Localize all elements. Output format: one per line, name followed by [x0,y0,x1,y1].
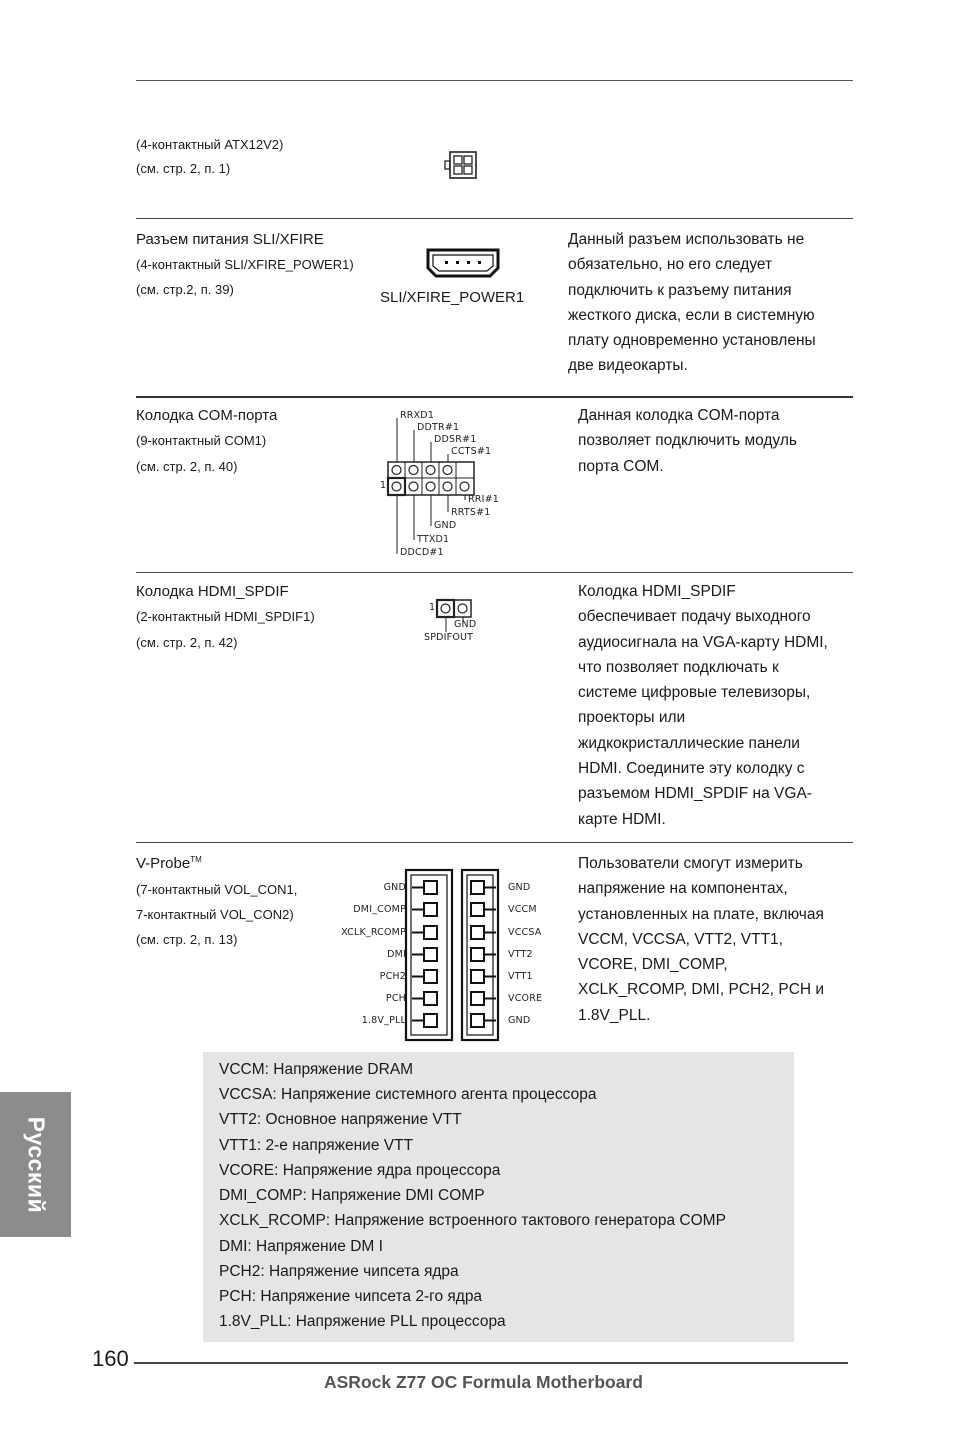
vprobe-right-label: VTT2 [508,949,533,960]
com-description [578,403,797,479]
com-signal-label: RRI#1 [468,494,500,505]
vprobe-desc-line: Пользователи смогут измерить [578,855,803,872]
com-signal-label: DDSR#1 [434,434,477,445]
legend-item: VCCSA: Напряжение системного агента процессора [219,1086,597,1103]
voltage-legend-box [203,1052,794,1342]
vprobe-left-label: DMI_COMP [353,904,406,915]
vprobe-pins-1: (7-контактный VOL_CON1, [136,882,298,897]
hdmi-desc-line: карте HDMI. [578,810,666,828]
vprobe-left-label: DMI [387,949,406,960]
top-rule [136,80,853,81]
com-pinout-diagram [378,408,508,560]
vprobe-desc-line: VCORE, DMI_COMP, [578,956,728,974]
legend-item: VCORE: Напряжение ядра процессора [219,1162,501,1179]
atx-connector-icon [442,150,480,180]
vprobe-description [578,851,824,1028]
hdmi-desc-line: Колодка HDMI_SPDIF [578,583,736,600]
sli-desc-line: обязательно, но его следует [568,256,773,274]
language-side-tab-label: Русский [23,1116,49,1213]
vprobe-left-label: PCH2 [379,971,406,982]
atx-pins: (4-контактный ATX12V2) [136,137,284,152]
legend-item: VTT2: Основное напряжение VTT [219,1111,462,1128]
legend-item: XCLK_RCOMP: Напряжение встроенного тактового генератора COMP [219,1212,726,1229]
sli-pins: (4-контактный SLI/XFIRE_POWER1) [136,257,354,272]
com-desc-line: позволяет подключить модуль [578,432,797,450]
legend-item: DMI_COMP: Напряжение DMI COMP [219,1187,485,1204]
sli-desc-line: две видеокарты. [568,357,688,375]
atx-ref: (см. стр. 2, п. 1) [136,161,231,176]
hdmi-desc-line: HDMI. Соедините эту колодку с [578,760,805,778]
legend-item: PCH2: Напряжение чипсета ядра [219,1263,459,1280]
com-signal-label: RRTS#1 [451,507,491,518]
hdmi-ref: (см. стр. 2, п. 42) [136,635,238,650]
hdmi-desc-line: обеспечивает подачу выходного [578,608,811,626]
com-signal-label: DDCD#1 [400,547,444,558]
vprobe-desc-line: XCLK_RCOMP, DMI, PCH2, PCH и [578,981,825,999]
vprobe-pinout-diagram [320,868,560,1042]
hdmi-desc-line: системе цифровые телевизоры, [578,684,811,702]
vprobe-title [136,851,202,876]
vprobe-desc-line: 1.8V_PLL. [578,1006,651,1024]
com-signal-label: RRXD1 [400,410,435,421]
hdmi-pinout-diagram [424,598,498,646]
hdmi-desc-line: проекторы или [578,709,686,727]
hdmi-title: Колодка HDMI_SPDIF [136,583,289,600]
sli-desc-line: подключить к разъему питания [568,281,792,299]
vprobe-left-label: 1.8V_PLL [361,1015,406,1026]
vprobe-left-label: XCLK_RCOMP [341,927,406,938]
vprobe-desc-line: напряжение на компонентах, [578,880,788,898]
com-signal-label: DDTR#1 [417,422,460,433]
com-signal-label: TTXD1 [417,534,450,545]
sli-desc-line: Данный разъем использовать не [568,231,805,248]
language-side-tab [0,1092,71,1237]
divider [136,572,853,573]
com-signal-label: CCTS#1 [451,446,492,457]
com-pins: (9-контактный COM1) [136,433,267,448]
sli-connector-label: SLI/XFIRE_POWER1 [380,289,525,306]
sli-description [568,227,816,379]
com-desc-line: порта COM. [578,457,664,475]
sli-desc-line: жесткого диска, если в системную [568,306,815,324]
vprobe-trademark: TM [190,855,202,864]
com-ref: (см. стр. 2, п. 40) [136,459,238,474]
hdmi-desc-line: что позволяет подключать к [578,658,779,676]
hdmi-spdifout-label: SPDIFOUT [424,632,474,643]
com-signal-label: GND [434,520,457,531]
bottom-rule [134,1362,848,1364]
footer-product-name: ASRock Z77 OC Formula Motherboard [324,1372,643,1392]
sli-desc-line: плату одновременно установлены [568,332,816,350]
sli-connector-icon [426,248,500,278]
hdmi-desc-line: жидкокристаллические панели [578,734,800,752]
vprobe-right-label: VTT1 [508,971,533,982]
com-desc-line: Данная колодка COM-порта [578,407,780,424]
vprobe-ref: (см. стр. 2, п. 13) [136,932,238,947]
vprobe-title-text: V-Probe [136,855,191,872]
page-number: 160 [92,1346,129,1371]
legend-item: VCCM: Напряжение DRAM [219,1061,414,1078]
hdmi-pin1-label: 1 [429,602,436,613]
divider [136,218,853,219]
vprobe-desc-line: установленных на плате, включая [578,905,824,923]
divider [136,842,853,843]
com-pin1-label: 1 [380,480,387,491]
vprobe-right-label: VCORE [508,993,543,1004]
legend-item: PCH: Напряжение чипсета 2-го ядра [219,1288,483,1305]
hdmi-desc-line: разъемом HDMI_SPDIF на VGA- [578,785,812,803]
vprobe-pins-2: 7-контактный VOL_CON2) [136,907,294,922]
hdmi-desc-line: аудиосигнала на VGA-карту HDMI, [578,633,828,651]
divider [136,396,853,398]
com-title: Колодка COM-порта [136,407,278,424]
vprobe-right-label: VCCSA [508,927,542,938]
hdmi-description [578,579,828,832]
vprobe-left-label: GND [383,882,406,893]
vprobe-right-label: VCCM [508,904,537,915]
vprobe-right-label: GND [508,882,531,893]
vprobe-left-label: PCH [385,993,406,1004]
hdmi-pins: (2-контактный HDMI_SPDIF1) [136,609,315,624]
legend-item: DMI: Напряжение DM I [219,1238,383,1255]
hdmi-gnd-label: GND [454,619,477,630]
legend-item: VTT1: 2-е напряжение VTT [219,1137,414,1154]
sli-title: Разъем питания SLI/XFIRE [136,231,324,248]
vprobe-desc-line: VCCM, VCCSA, VTT2, VTT1, [578,930,783,948]
vprobe-right-label: GND [508,1015,531,1026]
legend-item: 1.8V_PLL: Напряжение PLL процессора [219,1313,506,1330]
sli-ref: (см. стр.2, п. 39) [136,282,234,297]
